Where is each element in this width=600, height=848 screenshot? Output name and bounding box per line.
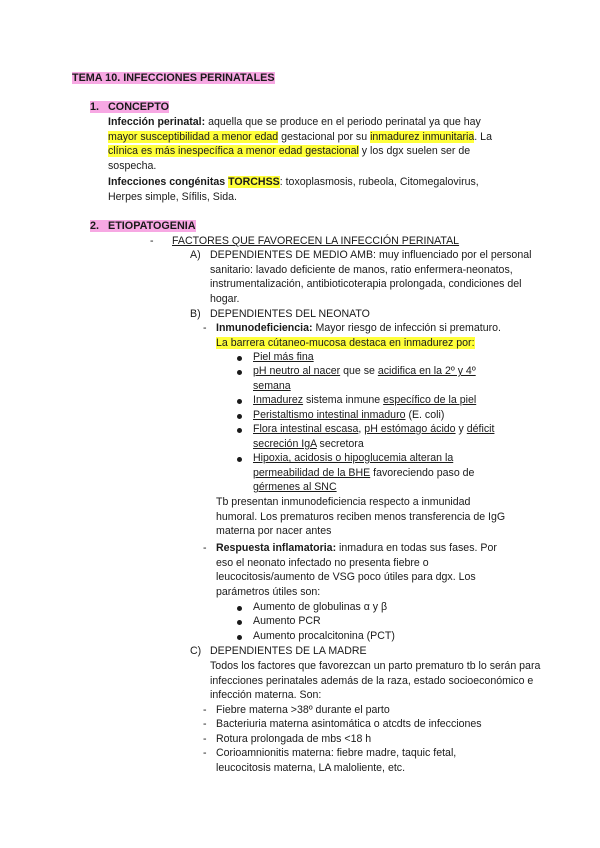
paragraph-infecciones-congenitas: Infecciones congénitas TORCHSS: toxoplasmosis, rubeola, Citomegalovirus, Herpes simple, Sífilis, Sida. <box>108 176 479 203</box>
page-title: TEMA 10. INFECCIONES PERINATALES <box>72 72 275 84</box>
bullet-flora: Flora intestinal escasa, pH estómago ácido y déficit secreción IgA secretora <box>253 423 495 450</box>
bullet-dot <box>237 414 242 419</box>
bullet-pct: Aumento procalcitonina (PCT) <box>253 630 395 642</box>
bullet-peristaltismo: Peristaltismo intestinal inmaduro (E. coli) <box>253 409 445 421</box>
bullet-globulinas: Aumento de globulinas α y β <box>253 601 388 613</box>
madre-item-fiebre: Fiebre materna >38º durante el parto <box>216 704 390 716</box>
dash-marker: - <box>150 235 154 247</box>
medio-amb-block: DEPENDIENTES DE MEDIO AMB: muy influenciado por el personal sanitario: lavado deficiente de manos, ratio enfermera-neonatos, instrumentalización, antibioticoterapia prolongada, condiciones del hogar. <box>210 249 532 305</box>
dash-marker: - <box>203 718 207 730</box>
section-heading-concepto: 1. CONCEPTO <box>90 101 169 113</box>
bullet-hipoxia: Hipoxia, acidosis o hipoglucemia alteran la permeabilidad de la BHE favoreciendo paso de gérmenes al SNC <box>253 452 475 494</box>
bullet-pcr: Aumento PCR <box>253 615 321 627</box>
bullet-dot <box>237 399 242 404</box>
factors-title: FACTORES QUE FAVORECEN LA INFECCIÓN PERINATAL <box>172 235 460 247</box>
bullet-dot <box>237 606 242 611</box>
humoral-paragraph: Tb presentan inmunodeficiencia respecto a inmunidad humoral. Los prematuros reciben menos transferencia de IgG materna por nacer antes <box>216 496 506 538</box>
bullet-ph: pH neutro al nacer que se acidifica en la 2º y 4º semana <box>253 365 476 392</box>
letter-c: C) <box>190 645 202 657</box>
section-heading-etiopatogenia: 2. ETIOPATOGENIA <box>90 220 196 232</box>
madre-heading: DEPENDIENTES DE LA MADRE <box>210 645 367 657</box>
dash-marker: - <box>203 322 207 334</box>
dash-marker: - <box>203 733 207 745</box>
bullet-dot <box>237 370 242 375</box>
respuesta-inflamatoria-block: Respuesta inflamatoria: inmadura en todas sus fases. Por eso el neonato infectado no presenta fiebre o leucocitosis/aumento de VSG poco útiles para dgx. Los parámetros útiles son: <box>216 542 497 598</box>
madre-item-bacteriuria: Bacteriuria materna asintomática o atcdts de infecciones <box>216 718 482 730</box>
bullet-inmadurez: Inmadurez sistema inmune específico de la piel <box>253 394 477 406</box>
letter-a: A) <box>190 249 201 261</box>
dash-marker: - <box>203 542 207 554</box>
paragraph-infeccion-perinatal: Infección perinatal: aquella que se produce en el periodo perinatal ya que hay mayor susceptibilidad a menor edad gestacional por su inmadurez inmunitaria. La clínica es más inespecífica a menor edad gestacional y los dgx suelen ser de sospecha. <box>108 116 492 172</box>
letter-b: B) <box>190 308 201 320</box>
bullet-dot <box>237 356 242 361</box>
madre-item-rotura: Rotura prolongada de mbs <18 h <box>216 733 372 745</box>
bullet-dot <box>237 620 242 625</box>
madre-item-corioamnionitis: Corioamnionitis materna: fiebre madre, taquic fetal, leucocitosis materna, LA maloliente, etc. <box>216 747 457 774</box>
bullet-dot <box>237 635 242 640</box>
inmunodeficiencia-block: Inmunodeficiencia: Mayor riesgo de infección si prematuro. La barrera cútaneo-mucosa destaca en inmadurez por: <box>216 322 501 349</box>
neonato-heading: DEPENDIENTES DEL NEONATO <box>210 308 370 320</box>
madre-paragraph: Todos los factores que favorezcan un parto prematuro tb lo serán para infecciones perinatales además de la raza, estado socioeconómico e infección materna. Son: <box>210 660 541 702</box>
dash-marker: - <box>203 747 207 759</box>
bullet-dot <box>237 428 242 433</box>
dash-marker: - <box>203 704 207 716</box>
bullet-dot <box>237 457 242 462</box>
bullet-piel: Piel más fina <box>253 351 314 363</box>
